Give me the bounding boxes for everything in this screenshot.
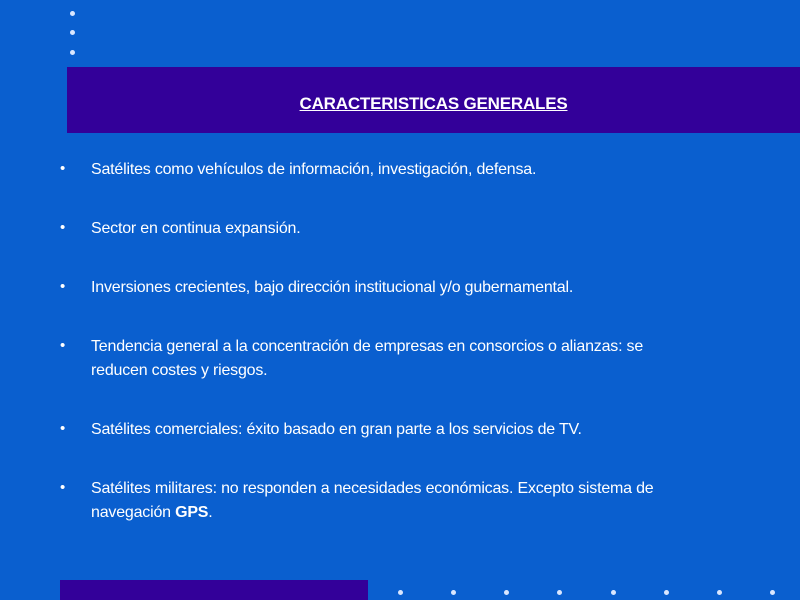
bottom-band [60,580,368,600]
slide-title: CARACTERISTICAS GENERALES [299,94,568,113]
bullet-icon: • [60,219,66,236]
dot [717,590,722,595]
bullet-icon: • [60,278,66,295]
bullet-icon: • [60,420,66,437]
dot [398,590,403,595]
bullet-text: Inversiones crecientes, bajo dirección institucional y/o gubernamental. [91,279,574,296]
dot [664,590,669,595]
bullet-text: Sector en continua expansión. [91,220,301,237]
gps-highlight: GPS [175,504,209,521]
dot [611,590,616,595]
decorative-dots-bottom [390,588,800,598]
bullet-text-part: . [208,504,213,521]
bullet-text: Tendencia general a la concentración de empresas en consorcios o alianzas: se reducen costes y riesgos. [91,338,644,379]
bullet-icon: • [60,479,66,496]
bullet-text-part: Satélites militares: no responden a necesidades económicas. Excepto sistema de navegación [91,480,654,521]
bullet-icon: • [60,160,66,177]
bullet-text [91,477,691,525]
bullet-icon: • [60,337,66,354]
bullet-text: Satélites como vehículos de información, investigación, defensa. [91,161,537,178]
dot [504,590,509,595]
dot [770,590,775,595]
dot [557,590,562,595]
bullet-text: Satélites comerciales: éxito basado en gran parte a los servicios de TV. [91,421,582,438]
dot [451,590,456,595]
